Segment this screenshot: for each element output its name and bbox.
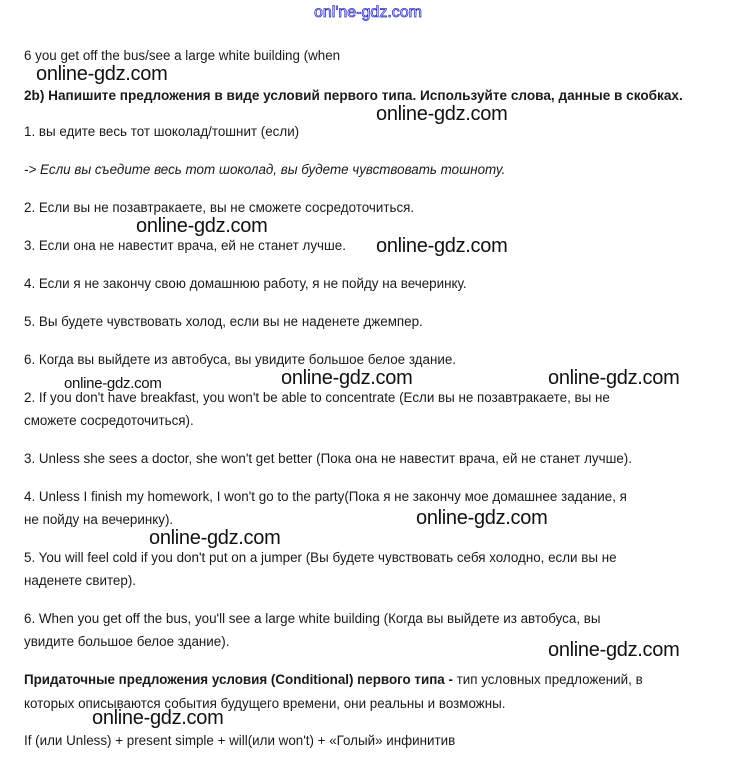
watermark: online-gdz.com xyxy=(376,103,508,125)
watermark: online-gdz.com xyxy=(64,375,162,392)
russian-answer: 5. Вы будете чувствовать холод, если вы не наденете джемпер. xyxy=(24,314,423,329)
watermark-top: onl'ne-gdz.com xyxy=(314,4,422,21)
russian-answer: 6. Когда вы выйдете из автобуса, вы увидите большое белое здание. xyxy=(24,352,456,367)
english-answer: 6. When you get off the bus, you'll see a large white building (Когда вы выйдете из автобуса, вы xyxy=(24,611,601,626)
rule-definition-2: которых описываются события будущего времени, они реальны и возможны. xyxy=(24,696,506,711)
example-answer: -> Если вы съедите весь тот шоколад, вы будете чувствовать тошноту. xyxy=(24,162,506,177)
watermark: online-gdz.com xyxy=(548,639,680,661)
english-answer: 2. If you don't have breakfast, you won't be able to concentrate (Если вы не позавтракаете, вы не xyxy=(24,390,610,405)
english-answer-cont: сможете сосредоточиться). xyxy=(24,413,194,428)
english-answer-cont: увидите большое белое здание). xyxy=(24,634,230,649)
russian-answer: 3. Если она не навестит врача, ей не станет лучше. xyxy=(24,238,346,253)
task-item: 1. вы едите весь тот шоколад/тошнит (если) xyxy=(24,124,300,139)
rule-term: Придаточные предложения условия (Conditional) первого типа - xyxy=(24,672,453,687)
rule-definition-1: тип условных предложений, в xyxy=(452,672,643,687)
rule-definition xyxy=(24,671,643,689)
watermark: online-gdz.com xyxy=(92,707,224,729)
watermark: online-gdz.com xyxy=(416,507,548,529)
task-heading: 2b) Напишите предложения в виде условий первого типа. Используйте слова, данные в скобках. xyxy=(24,88,683,103)
watermark: online-gdz.com xyxy=(281,367,413,389)
watermark: online-gdz.com xyxy=(149,527,281,549)
intro-line: 6 you get off the bus/see a large white building (when xyxy=(24,48,341,63)
watermark: online-gdz.com xyxy=(36,63,168,85)
english-answer-cont: наденете свитер). xyxy=(24,573,136,588)
watermark: online-gdz.com xyxy=(376,235,508,257)
english-answer: 3. Unless she sees a doctor, she won't get better (Пока она не навестит врача, ей не станет лучше). xyxy=(24,451,632,466)
russian-answer: 4. Если я не закончу свою домашнюю работу, я не пойду на вечеринку. xyxy=(24,276,467,291)
english-answer: 5. You will feel cold if you don't put on a jumper (Вы будете чувствовать себя холодно, если вы не xyxy=(24,550,617,565)
russian-answer: 2. Если вы не позавтракаете, вы не сможете сосредоточиться. xyxy=(24,200,415,215)
watermark: online-gdz.com xyxy=(136,215,268,237)
rule-formula: If (или Unless) + present simple + will(или won't) + «Голый» инфинитив xyxy=(24,733,456,748)
english-answer: 4. Unless I finish my homework, I won't go to the party(Пока я не закончу мое домашнее задание, я xyxy=(24,489,627,504)
english-answer-cont: не пойду на вечеринку). xyxy=(24,512,174,527)
watermark: online-gdz.com xyxy=(548,367,680,389)
